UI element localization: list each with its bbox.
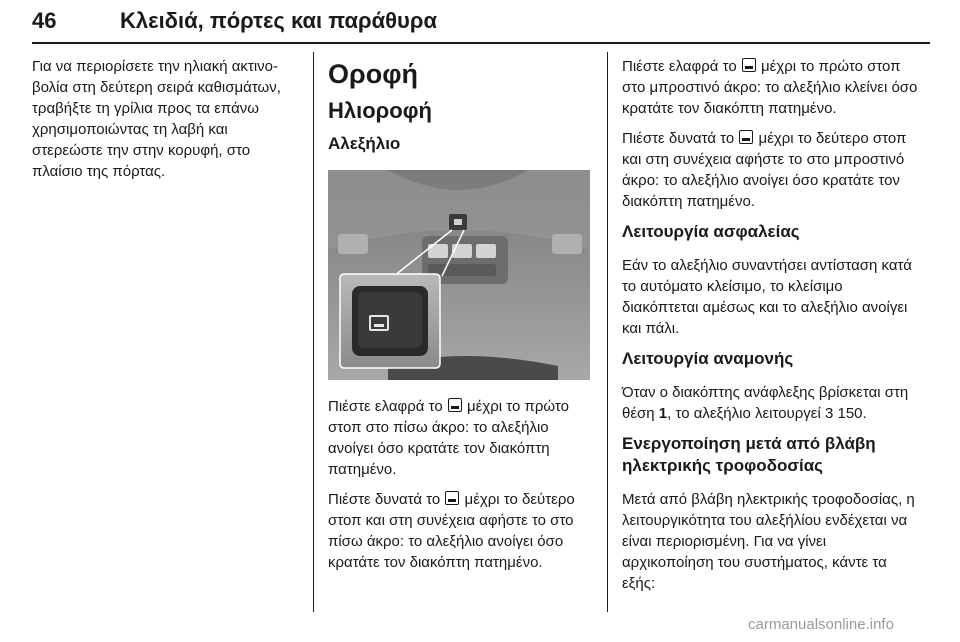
column-divider-2 — [607, 52, 608, 612]
section-heading-roof: Οροφή — [328, 59, 419, 89]
page-header — [32, 6, 930, 44]
sunblind-switch-illustration — [328, 170, 590, 380]
paragraph-standby-function: Όταν ο διακόπτης ανάφλεξης βρίσκεται στη θέση 1, το αλεξήλιο λειτουργεί 3 150. — [622, 384, 909, 422]
paragraph-press-lightly-front: Πιέστε ελαφρά το μέχρι το πρώτο στοπ στο μπροστινό άκρο: το αλεξήλιο κλείνει όσο κρατάτε τον διακόπτη πατημένο. — [622, 58, 918, 117]
sunblind-switch-icon — [739, 130, 753, 144]
heading-standby-function: Λειτουργία αναμονής — [622, 349, 794, 368]
heading-sunblind: Αλεξήλιο — [328, 134, 401, 153]
column-divider-1 — [313, 52, 314, 612]
heading-power-failure: Ενεργοποίηση μετά από βλάβη ηλεκτρικής τροφοδοσίας — [622, 434, 876, 475]
paragraph-press-lightly-rear: Πιέστε ελαφρά το μέχρι το πρώτο στοπ στο πίσω άκρο: το αλεξήλιο ανοίγει όσο κρατάτε τον διακόπτη πατημένο. — [328, 398, 569, 478]
sunblind-switch-svg — [328, 170, 590, 380]
paragraph-press-firmly-front: Πιέστε δυνατά το μέχρι το δεύτερο στοπ και στη συνέχεια αφήστε το στο μπροστινό άκρο: το αλεξήλιο ανοίγει όσο κρατάτε τον διακόπτη πατημένο. — [622, 130, 907, 210]
sunblind-switch-icon — [445, 491, 459, 505]
column-1 — [32, 56, 302, 191]
watermark: carmanualsonline.info — [748, 616, 894, 633]
page-reference-link[interactable]: 3 150. — [824, 405, 867, 422]
heading-safety-function: Λειτουργία ασφαλείας — [622, 222, 800, 241]
paragraph-press-firmly-rear: Πιέστε δυνατά το μέχρι το δεύτερο στοπ και στη συνέχεια αφήστε το στο πίσω άκρο: το αλεξήλιο ανοίγει όσο κρατάτε τον διακόπτη πατημένο. — [328, 491, 575, 571]
paragraph-blind: Για να περιορίσετε την ηλιακή ακτινοβολία στη δεύτερη σειρά καθισμάτων, τραβήξτε τη γρίλια προς τα επάνω χρησιμοποιώντας τη λαβή και στερεώστε την στην κορυφή, στο πλαίσιο της πόρτας. — [32, 58, 281, 180]
column-2 — [328, 56, 594, 582]
sunblind-switch-icon — [448, 398, 462, 412]
column-3 — [622, 56, 918, 603]
paragraph-power-failure: Μετά από βλάβη ηλεκτρικής τροφοδοσίας, η λειτουργικότητα του αλεξήλίου ενδέχεται να είναι περιορισμένη. Για να γίνει αρχικοποίηση του συστήματος, κάντε τα εξής: — [622, 491, 915, 592]
paragraph-safety-function: Εάν το αλεξήλιο συναντήσει αντίσταση κατά το αυτόματο κλείσιμο, το κλείσιμο διακόπτεται αμέσως και το αλεξήλιο ανοίγει και πάλι. — [622, 257, 912, 337]
chapter-title: Κλειδιά, πόρτες και παράθυρα — [120, 8, 437, 33]
header-rule — [32, 42, 930, 44]
subsection-heading-sunroof: Ηλιοροφή — [328, 98, 432, 123]
sunblind-switch-icon — [742, 58, 756, 72]
page-number: 46 — [32, 8, 57, 33]
